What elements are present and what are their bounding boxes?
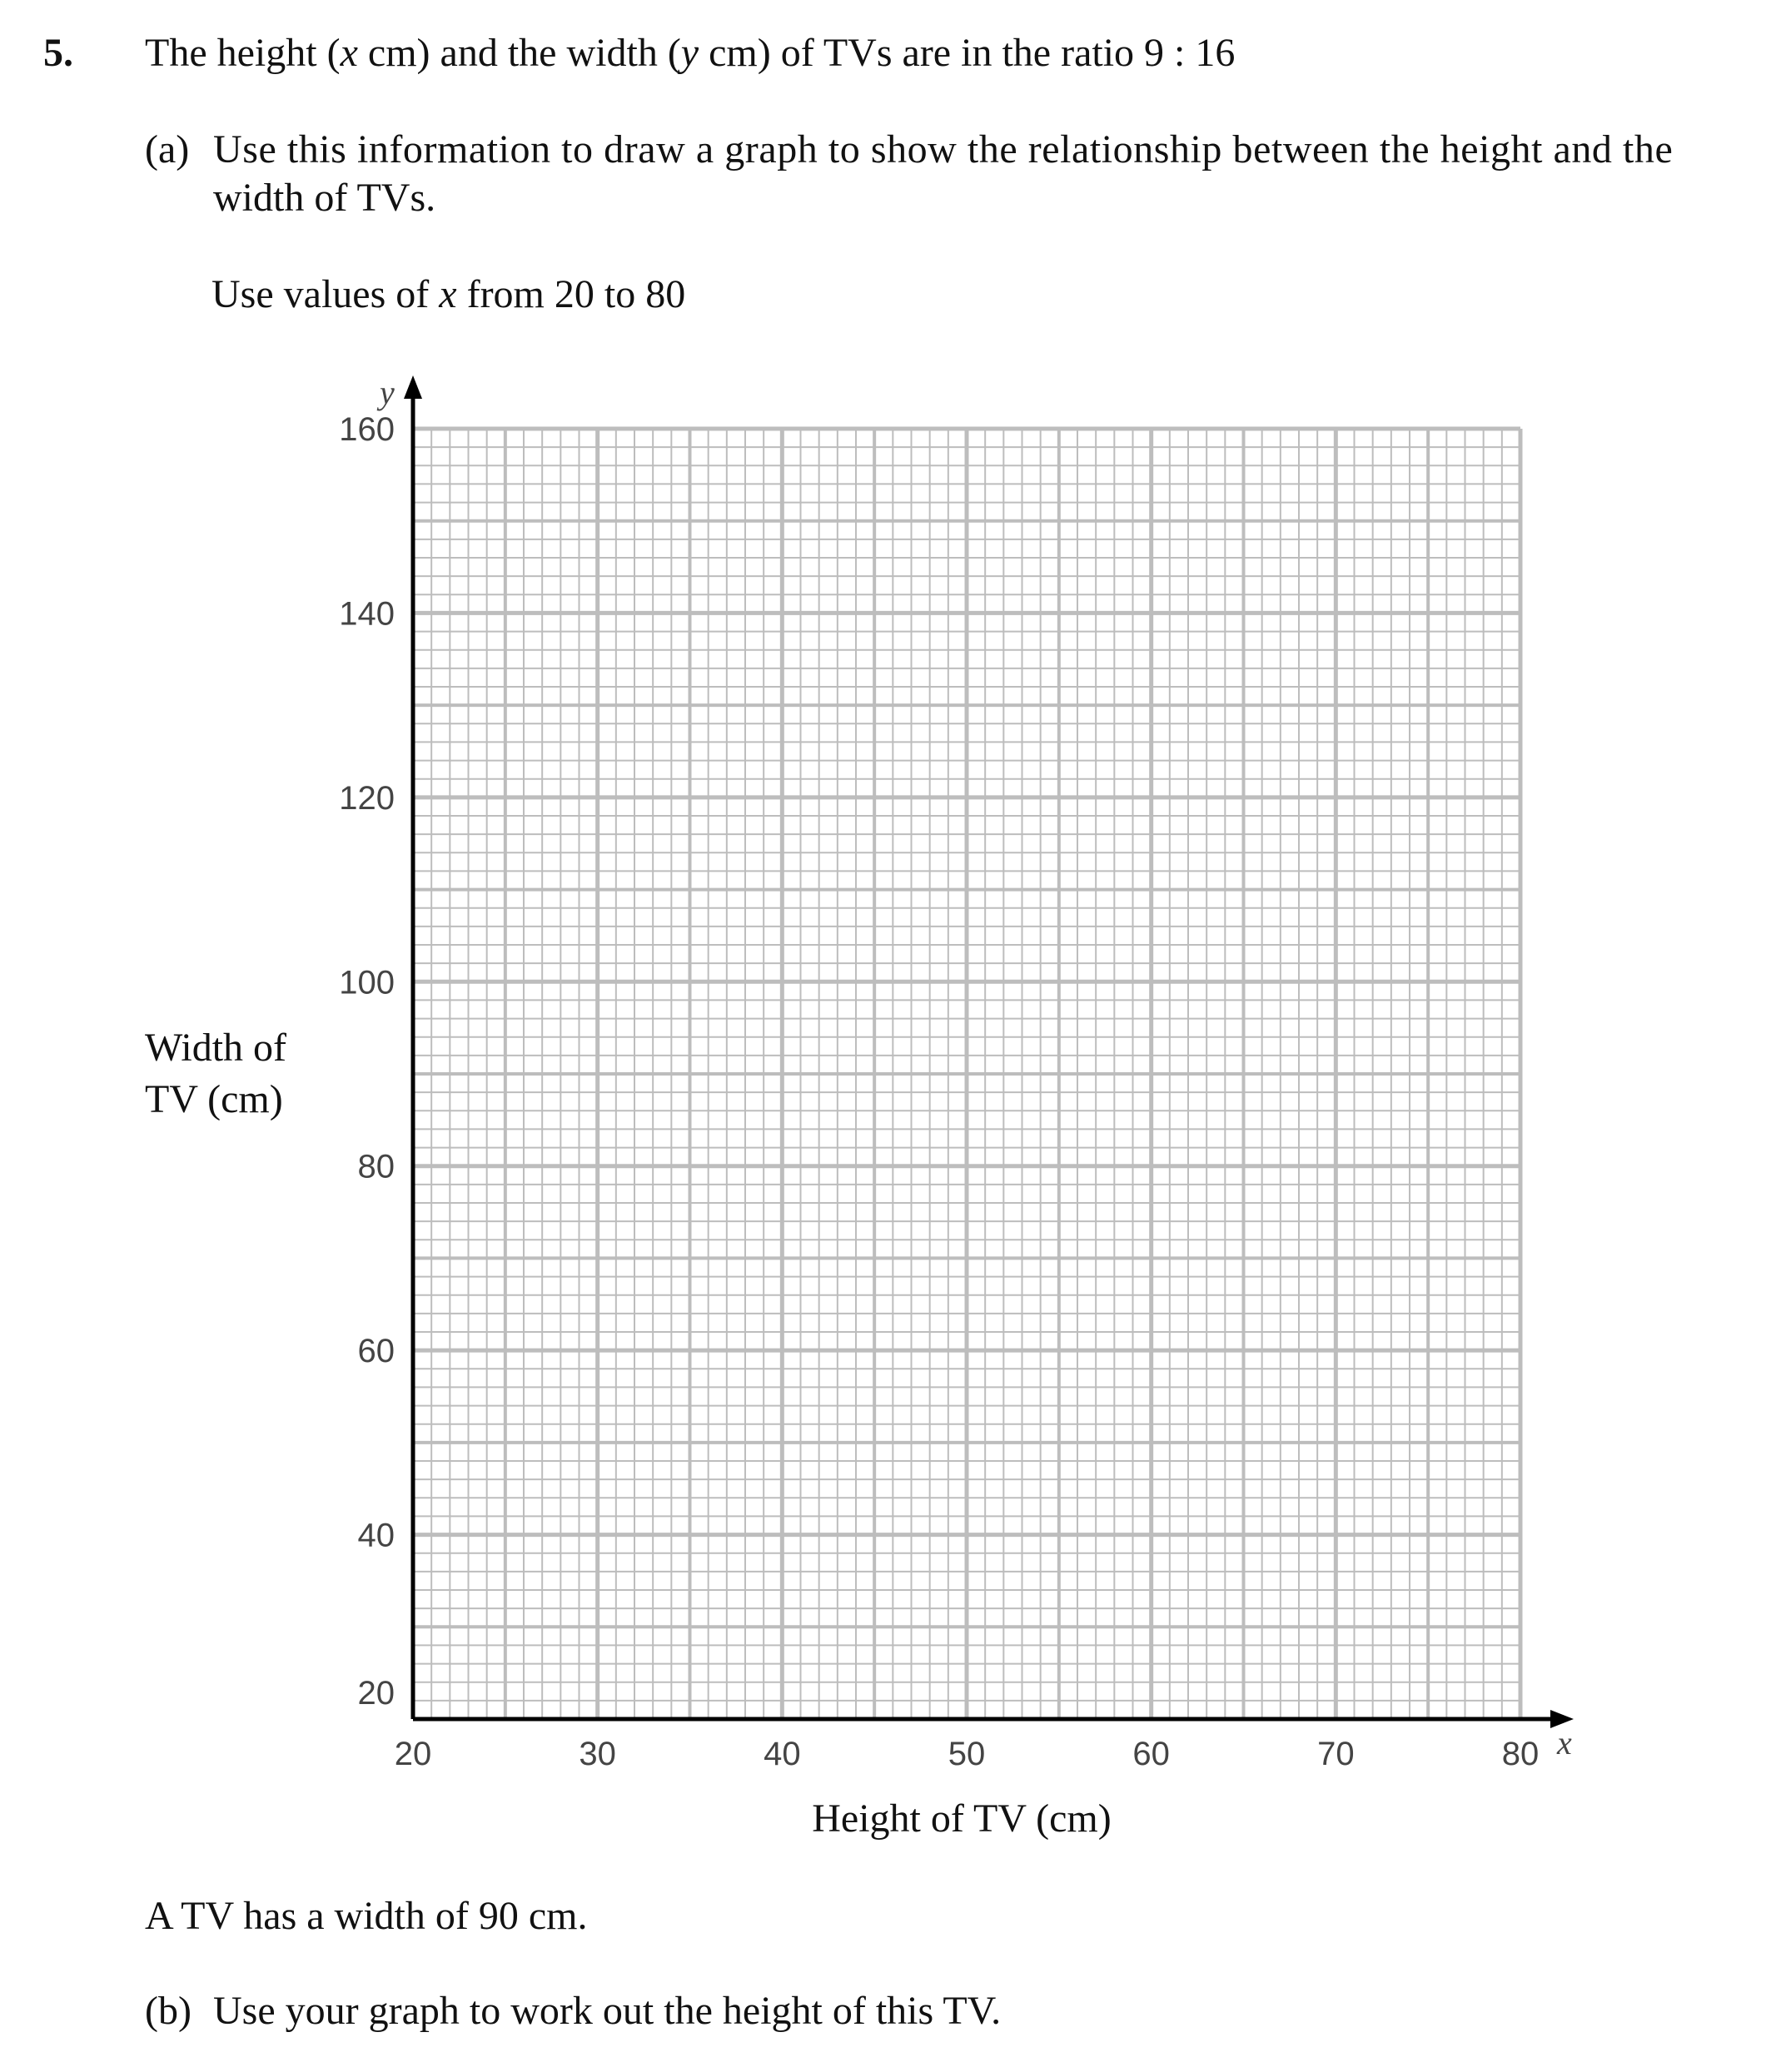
stem-text-2: cm) and the width ( bbox=[357, 31, 681, 75]
x-tick-label: 30 bbox=[579, 1736, 616, 1772]
part-a-label: (a) bbox=[145, 127, 190, 171]
y-tick-label: 120 bbox=[339, 779, 395, 817]
x-axis-label: Height of TV (cm) bbox=[812, 1796, 1112, 1841]
x-tick-label: 80 bbox=[1501, 1736, 1540, 1772]
part-a-line2: width of TVs. bbox=[213, 176, 436, 220]
part-b-label: (b) bbox=[145, 1989, 192, 2033]
x-tick-label: 20 bbox=[394, 1736, 432, 1772]
y-tick-label: 20 bbox=[357, 1675, 395, 1712]
y-tick-label: 160 bbox=[339, 411, 395, 448]
stem-text-3: cm) of TVs are in the ratio 9 : 16 bbox=[699, 31, 1236, 75]
stem-var-y: y bbox=[680, 31, 699, 75]
x-axis-variable: x bbox=[1557, 1724, 1572, 1761]
y-tick-label: 80 bbox=[357, 1148, 395, 1185]
y-tick-label: 100 bbox=[339, 964, 395, 1001]
y-tick-label: 60 bbox=[357, 1333, 395, 1370]
question-number: 5. bbox=[43, 31, 73, 75]
instruction-var-x: x bbox=[439, 272, 457, 316]
part-b-context: A TV has a width of 90 cm. bbox=[145, 1894, 588, 1938]
part-a-line1: Use this information to draw a graph to show the relationship between the height and the bbox=[213, 127, 1674, 171]
x-tick-label: 50 bbox=[948, 1736, 986, 1772]
y-axis-label-line1: Width of bbox=[145, 1026, 287, 1070]
y-tick-label: 140 bbox=[339, 595, 395, 633]
instruction-text-2: from 20 to 80 bbox=[456, 272, 686, 316]
part-b-text: Use your graph to work out the height of this TV. bbox=[213, 1989, 1002, 2033]
instruction-text-1: Use values of bbox=[211, 272, 440, 316]
y-axis-arrowhead bbox=[404, 375, 422, 399]
stem-text-1: The height ( bbox=[145, 31, 341, 75]
stem-var-x: x bbox=[340, 31, 358, 75]
y-axis-label-line2: TV (cm) bbox=[145, 1077, 283, 1121]
x-tick-label: 40 bbox=[764, 1736, 801, 1772]
x-tick-label: 60 bbox=[1132, 1736, 1170, 1772]
grid bbox=[413, 429, 1520, 1719]
y-tick-label: 40 bbox=[357, 1517, 395, 1554]
x-tick-label: 70 bbox=[1317, 1736, 1355, 1772]
y-axis-variable: y bbox=[380, 374, 395, 411]
